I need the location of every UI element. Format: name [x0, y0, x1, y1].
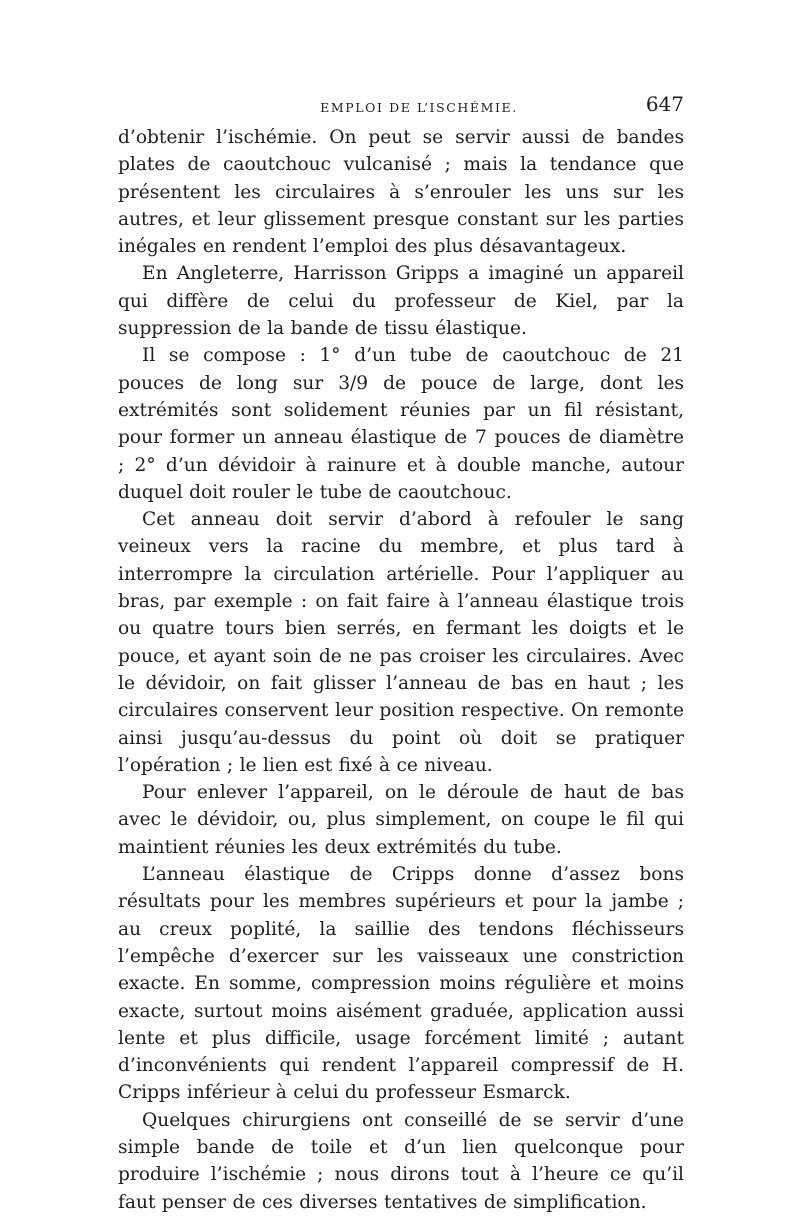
- paragraph-removal: Pour enlever l’appareil, on le déroule de haut de bas avec le dévidoir, ou, plus simplement, on coupe le fil qui maintient réunies les deux extrémités du tube.: [118, 782, 684, 858]
- running-head: [118, 92, 684, 120]
- body-text: [118, 124, 684, 1216]
- book-page: [118, 92, 684, 1216]
- paragraph-simplification: Quelques chirurgiens ont conseillé de se servir d’une simple bande de toile et d’un lien quelconque pour produire l’ischémie ; nous dirons tout à l’heure ce qu’il faut penser de ces diverses tentatives de simplification.: [118, 1109, 684, 1213]
- paragraph-application: Cet anneau doit servir d’abord à refouler le sang veineux vers la racine du membre, et plus tard à interrompre la circulation artérielle. Pour l’appliquer au bras, par exemple : on fait faire à l’anneau élastique trois ou quatre tours bien serrés, en fermant les doigts et le pouce, et ayant soin de ne pas croiser les circulaires. Avec le dévidoir, on fait glisser l’anneau de bas en haut ; les circulaires conservent leur position respective. On remonte ainsi jusqu’au-dessus du point où doit se pratiquer l’opération ; le lien est fixé à ce niveau.: [118, 509, 684, 776]
- paragraph-harrisson-gripps: En Angleterre, Harrisson Gripps a imaginé un appareil qui diffère de celui du professeur de Kiel, par la suppression de la bande de tissu élastique.: [118, 263, 684, 340]
- paragraph-assessment: L’anneau élastique de Cripps donne d’assez bons résultats pour les membres supérieurs et pour la jambe ; au creux poplité, la saillie des tendons fléchisseurs l’empêche d’exercer sur les vaisseaux une constriction exacte. En somme, compression moins régulière et moins exacte, surtout moins aisément graduée, application aussi lente et plus difficile, usage forcément limité ; autant d’inconvénients qui rendent l’appareil compressif de H. Cripps inférieur à celui du professeur Esmarck.: [118, 864, 684, 1104]
- running-head-title: EMPLOI DE L’ISCHÉMIE.: [320, 100, 518, 115]
- paragraph-composition: Il se compose : 1° d’un tube de caoutchouc de 21 pouces de long sur 3/9 de pouce de large, dont les extrémités sont solidement réunies par un fil résistant, pour former un anneau élastique de 7 pouces de diamètre ; 2° d’un dévidoir à rainure et à double manche, autour duquel doit rouler le tube de caoutchouc.: [118, 345, 684, 503]
- page-number: 647: [645, 92, 684, 116]
- paragraph-continuation: d’obtenir l’ischémie. On peut se servir aussi de bandes plates de caoutchouc vulcanisé ; mais la tendance que présentent les circulaires à s’enrouler les uns sur les autres, et leur glissement presque constant sur les parties inégales en rendent l’emploi des plus désavantageux.: [118, 127, 684, 258]
